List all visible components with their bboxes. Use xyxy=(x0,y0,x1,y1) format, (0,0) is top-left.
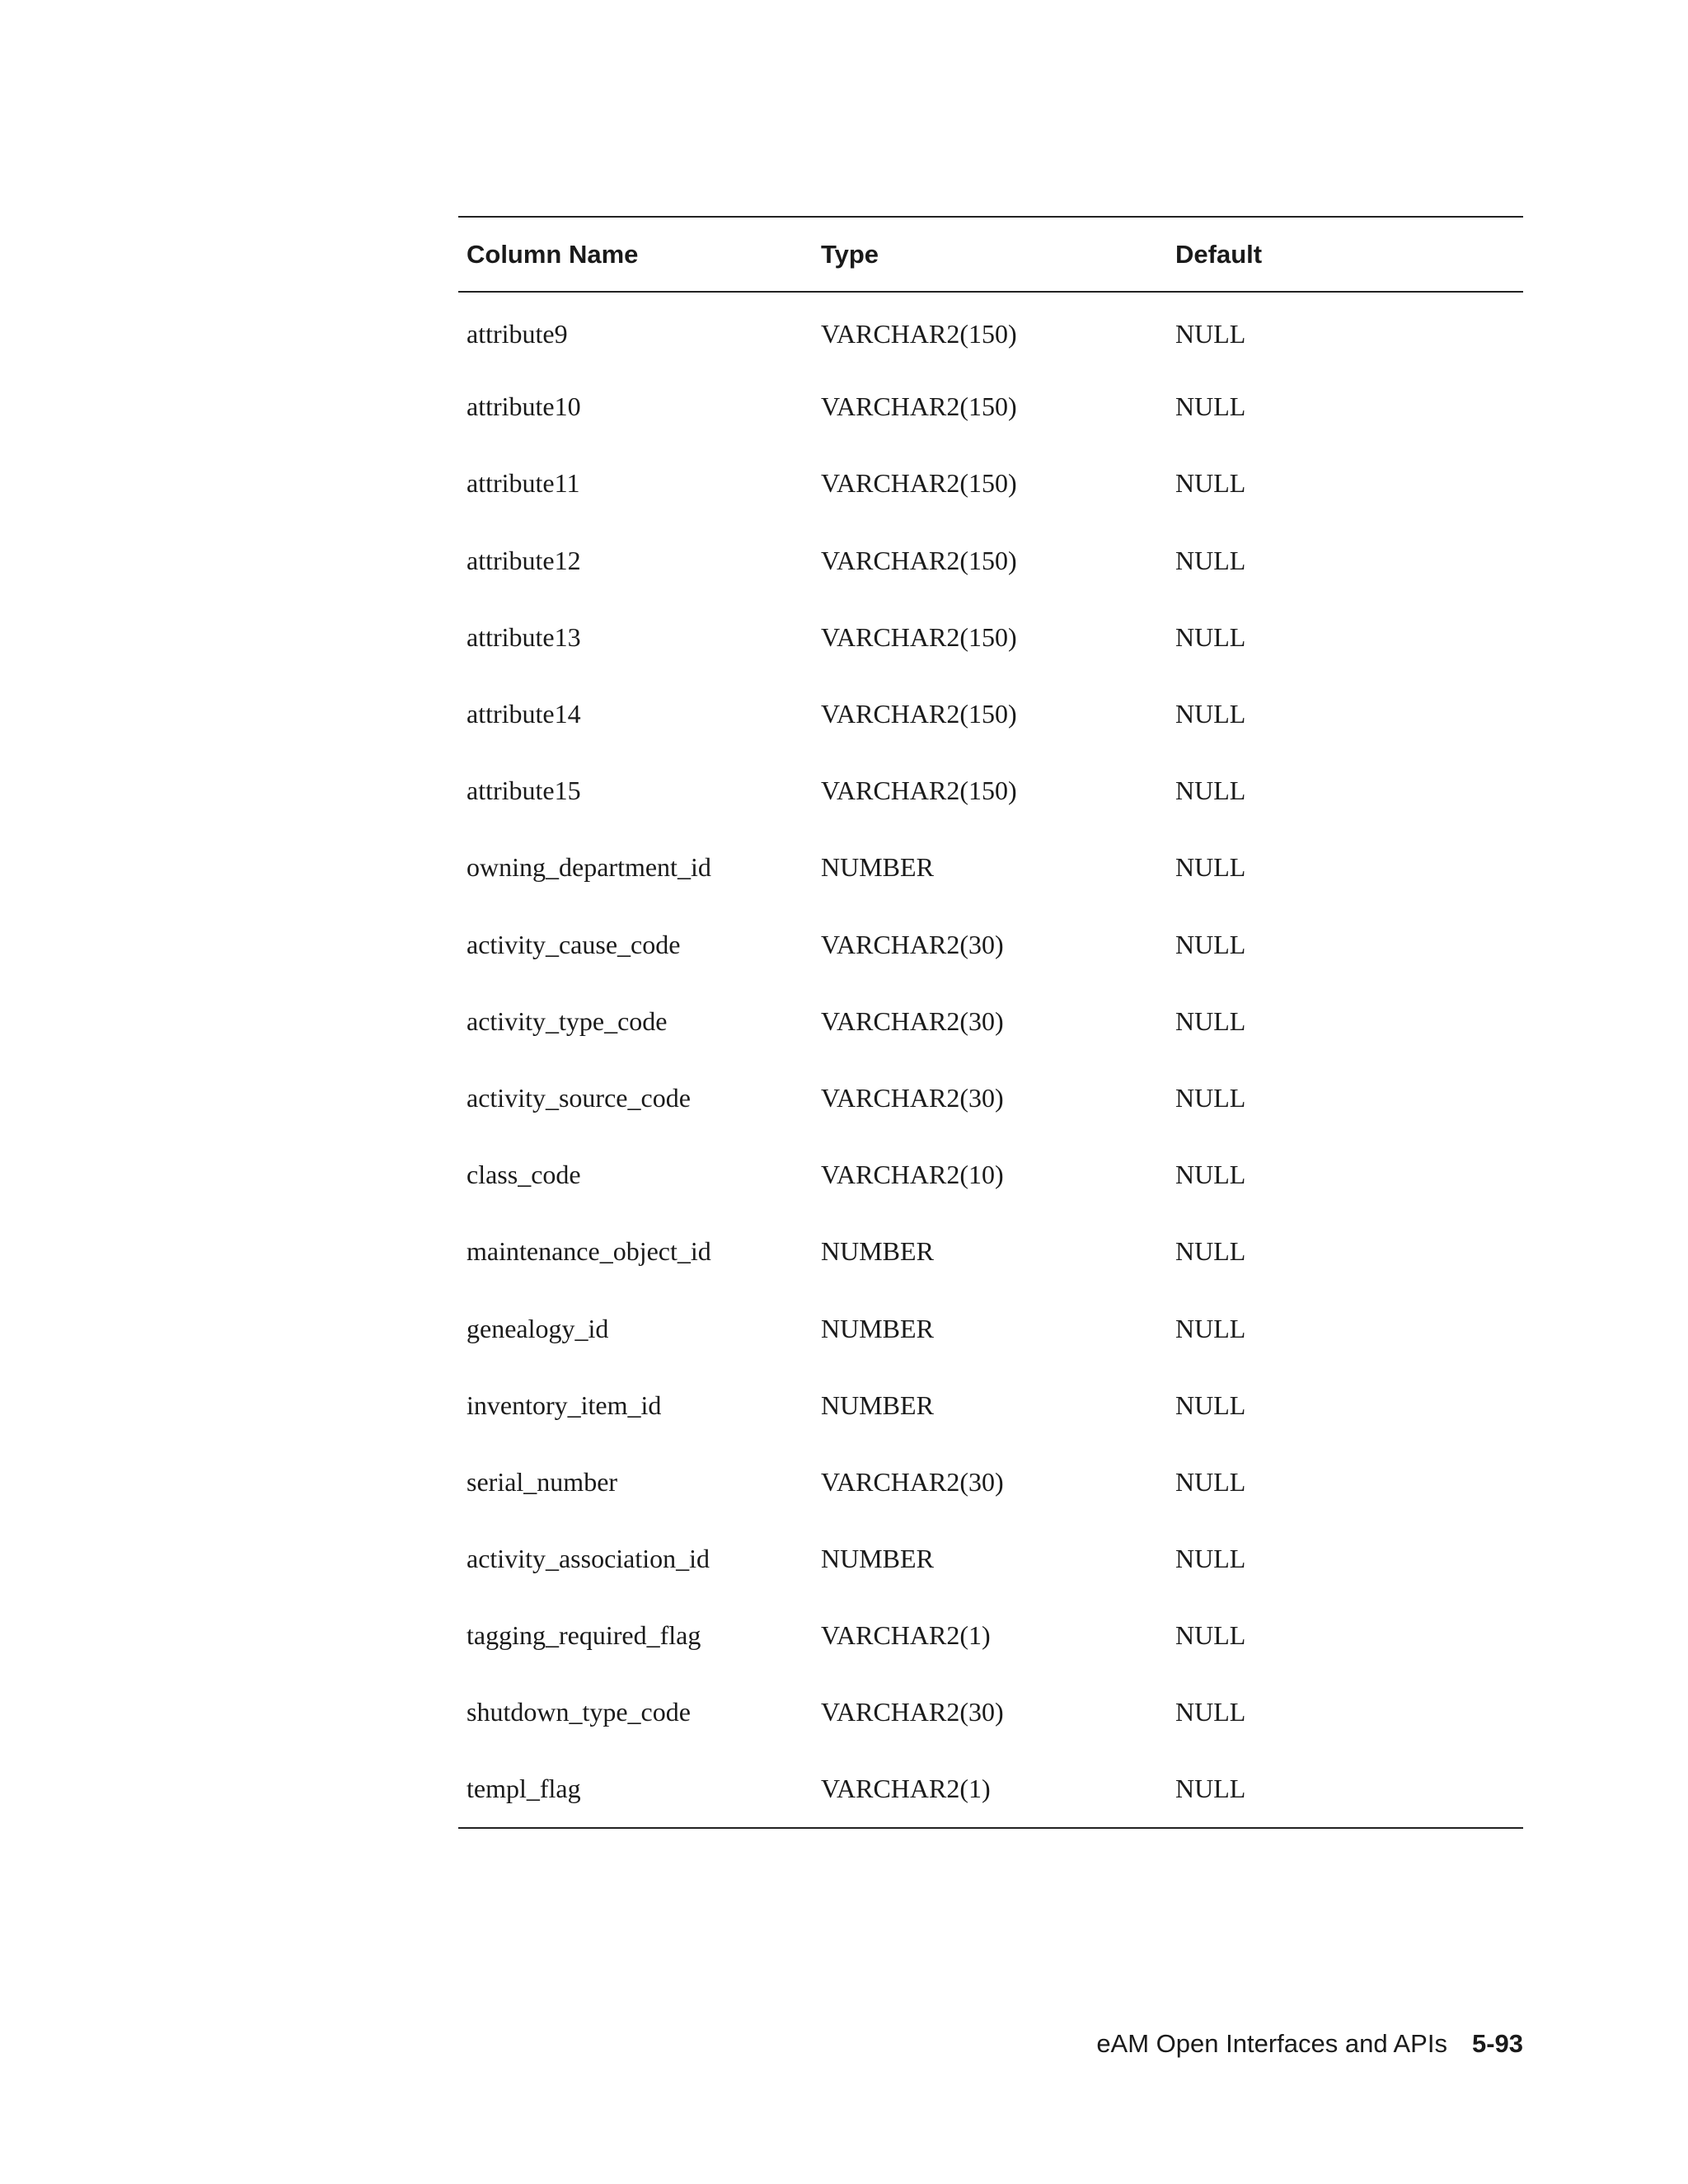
header-row xyxy=(458,217,1523,292)
cell-column-name: serial_number xyxy=(467,1466,618,1497)
cell-type: VARCHAR2(150) xyxy=(821,545,1017,575)
cell-type: VARCHAR2(30) xyxy=(821,1697,1004,1727)
table-row xyxy=(458,676,1523,752)
cell-type: VARCHAR2(1) xyxy=(821,1620,991,1651)
cell-type: NUMBER xyxy=(821,1390,934,1420)
cell-type: VARCHAR2(30) xyxy=(821,1005,1004,1036)
cell-default: NULL xyxy=(1175,776,1246,806)
column-spec-table xyxy=(458,216,1523,1829)
cell-type: VARCHAR2(30) xyxy=(821,929,1004,959)
table-row xyxy=(458,829,1523,906)
cell-column-name: attribute15 xyxy=(467,776,581,806)
table-row xyxy=(458,1137,1523,1213)
table-row xyxy=(458,1290,1523,1366)
footer-title: eAM Open Interfaces and APIs xyxy=(1096,2029,1447,2058)
cell-column-name: tagging_required_flag xyxy=(467,1620,701,1651)
cell-default: NULL xyxy=(1175,621,1246,652)
cell-column-name: shutdown_type_code xyxy=(467,1697,691,1727)
table-row xyxy=(458,1060,1523,1137)
cell-column-name: attribute11 xyxy=(467,468,580,499)
cell-column-name: activity_cause_code xyxy=(467,929,681,959)
table-row xyxy=(458,599,1523,676)
cell-type: VARCHAR2(1) xyxy=(813,1751,1167,1828)
cell-column-name: class_code xyxy=(467,1160,581,1190)
cell-column-name: activity_source_code xyxy=(467,1082,691,1113)
header-default: Default xyxy=(1167,217,1523,292)
cell-default: NULL xyxy=(1175,1160,1246,1190)
cell-default: NULL xyxy=(1175,1005,1246,1036)
cell-column-name: attribute14 xyxy=(467,699,581,729)
cell-default: NULL xyxy=(1167,1751,1523,1828)
cell-type: VARCHAR2(30) xyxy=(821,1466,1004,1497)
cell-default: NULL xyxy=(1175,468,1246,499)
table-row xyxy=(458,1367,1523,1444)
cell-type: VARCHAR2(10) xyxy=(821,1160,1004,1190)
table-row xyxy=(458,292,1523,368)
cell-default: NULL xyxy=(1175,391,1246,422)
cell-default: NULL xyxy=(1175,1697,1246,1727)
table-row xyxy=(458,1521,1523,1597)
cell-column-name: attribute12 xyxy=(467,545,581,575)
table-row xyxy=(458,1444,1523,1521)
cell-column-name: activity_association_id xyxy=(467,1544,710,1574)
table-row xyxy=(458,1751,1523,1828)
cell-default: NULL xyxy=(1175,1236,1246,1267)
cell-column-name: maintenance_object_id xyxy=(467,1236,711,1267)
cell-column-name: attribute10 xyxy=(467,391,581,422)
page-number: 5-93 xyxy=(1471,2029,1523,2058)
table-row xyxy=(458,983,1523,1060)
cell-default: NULL xyxy=(1175,929,1246,959)
cell-default: NULL xyxy=(1175,1466,1246,1497)
cell-column-name: inventory_item_id xyxy=(467,1390,662,1420)
cell-default: NULL xyxy=(1175,699,1246,729)
cell-default: NULL xyxy=(1175,1620,1246,1651)
cell-column-name: activity_type_code xyxy=(467,1005,668,1036)
cell-type: NUMBER xyxy=(821,1313,934,1343)
cell-type: NUMBER xyxy=(821,1236,934,1267)
table-row xyxy=(458,445,1523,522)
header-type: Type xyxy=(813,217,1167,292)
cell-default: NULL xyxy=(1175,318,1246,349)
cell-default: NULL xyxy=(1175,852,1246,883)
header-column-name: Column Name xyxy=(458,217,813,292)
table-row xyxy=(458,1213,1523,1290)
cell-type: VARCHAR2(150) xyxy=(821,621,1017,652)
cell-type: VARCHAR2(30) xyxy=(821,1082,1004,1113)
cell-default: NULL xyxy=(1175,545,1246,575)
cell-default: NULL xyxy=(1175,1082,1246,1113)
table-row xyxy=(458,1597,1523,1674)
cell-type: VARCHAR2(150) xyxy=(821,776,1017,806)
cell-type: VARCHAR2(150) xyxy=(821,699,1017,729)
table-row xyxy=(458,907,1523,983)
cell-column-name: attribute9 xyxy=(467,318,568,349)
cell-default: NULL xyxy=(1175,1313,1246,1343)
cell-type: VARCHAR2(150) xyxy=(821,391,1017,422)
cell-column-name: templ_flag xyxy=(458,1751,813,1828)
cell-column-name: attribute13 xyxy=(467,621,581,652)
cell-type: VARCHAR2(150) xyxy=(821,318,1017,349)
cell-type: NUMBER xyxy=(821,1544,934,1574)
column-spec-table-container xyxy=(458,216,1523,1829)
table-header xyxy=(458,217,1523,292)
cell-default: NULL xyxy=(1175,1544,1246,1574)
table-body xyxy=(458,292,1523,1828)
cell-default: NULL xyxy=(1175,1390,1246,1420)
table-row xyxy=(458,523,1523,599)
table-row xyxy=(458,1674,1523,1750)
cell-column-name: genealogy_id xyxy=(467,1313,609,1343)
page-footer xyxy=(1096,2029,1523,2059)
cell-type: VARCHAR2(150) xyxy=(821,468,1017,499)
table-row xyxy=(458,368,1523,445)
cell-type: NUMBER xyxy=(821,852,934,883)
cell-column-name: owning_department_id xyxy=(467,852,711,883)
table-row xyxy=(458,752,1523,829)
